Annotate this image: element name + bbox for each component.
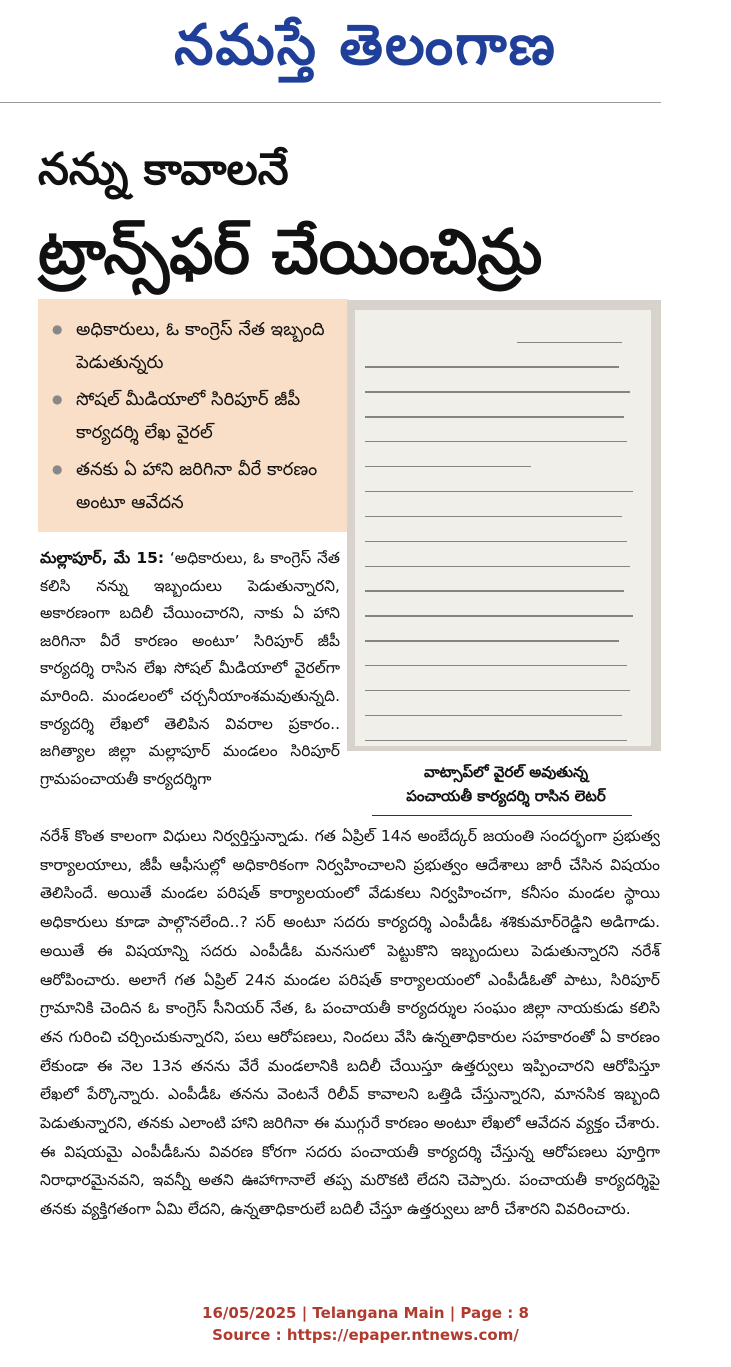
footer-source: Source : https://epaper.ntnews.com/ bbox=[212, 1326, 519, 1344]
handwriting-line bbox=[365, 366, 619, 367]
handwriting-line bbox=[365, 466, 531, 467]
handwriting-line bbox=[365, 391, 630, 392]
handwriting-line bbox=[365, 541, 627, 542]
highlight-item: ● సోషల్ మీడియాలో సిరిపూర్ జీపీ కార్యదర్శి లేఖ వైరల్ bbox=[52, 383, 338, 449]
caption-underline bbox=[372, 815, 632, 816]
handwriting-line bbox=[365, 416, 624, 417]
footer-edition-info: 16/05/2025 | Telangana Main | Page : 8 bbox=[202, 1304, 529, 1322]
handwriting-line bbox=[365, 640, 619, 641]
letter-photo bbox=[347, 300, 661, 751]
masthead-divider bbox=[0, 102, 661, 103]
handwritten-letter bbox=[355, 310, 651, 746]
article-column-text bbox=[40, 545, 340, 793]
headline-line-2: ట్రాన్స్‌ఫర్ చేయించిన్రు bbox=[38, 215, 543, 288]
highlight-item: ● తనకు ఏ హాని జరిగినా వీరే కారణం అంటూ ఆవేదన bbox=[52, 453, 338, 519]
page-footer bbox=[0, 1302, 731, 1346]
handwriting-line bbox=[365, 566, 630, 567]
handwriting-line bbox=[365, 715, 622, 716]
masthead-logo: నమస్తే తెలంగాణ bbox=[174, 13, 557, 78]
handwriting-line bbox=[365, 665, 627, 666]
article-body-text: నరేశ్ కొంత కాలంగా విధులు నిర్వర్తిస్తున్నాడు. గత ఏప్రిల్ 14న అంబేద్కర్ జయంతి సందర్భంగా ప్రభుత్వ కార్యాలయాలు, జీపీ ఆఫీసుల్లో అధికారికంగా నిర్వహించాలని ప్రభుత్వం ఆదేశాలు జారీ చేసిన విషయం తెలిసిందే. అయితే మండల పరిషత్ కార్యాలయంలో వేడుకలు నిర్వహించగా, కనీసం మండల స్థాయి అధికారులు కూడా పాల్గొనలేంది..? సర్ అంటూ సదరు కార్యదర్శి ఎంపీడీఓ శశికుమార్‌రెడ్డిని అడిగాడు. అయితే ఈ విషయాన్ని సదరు ఎంపీడీఓ మనసులో పెట్టుకొని ఇబ్బందులు పెడుతున్నారని నరేశ్ ఆరోపించారు. అలాగే గత ఏప్రిల్ 24న మండల పరిషత్ కార్యాలయంలో ఎంపీడీఓతో పాటు, సిరిపూర్ గ్రామానికి చెందిన ఓ కాంగ్రెస్ సీనియర్ నేత, ఓ పంచాయతీ కార్యదర్శుల సంఘం జిల్లా నాయకుడు కలిసి తన గురించి చర్చించుకున్నారని, పలు ఆరోపణలు, నిందలు వేసి ఉన్నతాధికారుల సహకారంతో ఏ కారణం లేకుండా ఈ నెల 13న తనను వేరే మండలానికి బదిలీ చేయిస్తూ ఉత్తర్వులు ఇప్పించారని ఆరోపిస్తూ లేఖలో పేర్కొన్నారు. ఎంపీడీఓ తనను వెంటనే రిలీవ్ కావాలని ఒత్తిడి చేస్తున్నారని, మానసిక ఇబ్బంది పెడుతున్నారని, తనకు ఎలాంటి హాని జరిగినా ఈ ముగ్గురే కారణం అంటూ లేఖలో ఆవేదన వ్యక్తం చేశారు. ఈ విషయమై ఎంపీడీఓను వివరణ కోరగా సదరు పంచాయతీ కార్యదర్శి చేస్తున్న ఆరోపణలు పూర్తిగా నిరాధారమైనవని, ఇవన్నీ అతని ఊహాగానాలే తప్ప మరొకటి లేదని చెప్పారు. పంచాయతీ కార్యదర్శిపై తనకు వ్యక్తిగతంగా ఏమి లేదని, ఉన్నతాధికారులే బదిలీ చేస్తూ ఉత్తర్వులు జారీ చేశారని వివరించారు. bbox=[40, 827, 660, 1219]
handwriting-line bbox=[365, 590, 624, 591]
highlight-item: ● అధికారులు, ఓ కాంగ్రెస్ నేత ఇబ్బంది పెడుతున్నరు bbox=[52, 313, 338, 379]
handwriting-line bbox=[365, 615, 633, 616]
handwriting-line bbox=[365, 516, 622, 517]
handwriting-line bbox=[365, 491, 633, 492]
handwriting-line bbox=[365, 740, 627, 741]
highlights-box bbox=[38, 299, 348, 532]
handwriting-line bbox=[517, 342, 622, 343]
headline-line-1: నన్ను కావాలనే bbox=[38, 144, 289, 195]
photo-caption-line-1: వాట్సాప్‌లో వైరల్ అవుతున్న bbox=[423, 763, 589, 781]
photo-caption-line-2: పంచాయతీ కార్యదర్శి రాసిన లెటర్ bbox=[406, 787, 606, 805]
article-dateline: మల్లాపూర్, మే 15: bbox=[40, 549, 165, 567]
handwriting-line bbox=[365, 690, 630, 691]
handwriting-line bbox=[365, 441, 627, 442]
photo-caption bbox=[376, 760, 636, 808]
article-column-body: ‘అధికారులు, ఓ కాంగ్రెస్ నేత కలిసి నన్ను ఇబ్బందులు పెడుతున్నారని, అకారణంగా బదిలీ చేయించారని, నాకు ఏ హాని జరిగినా వీరే కారణం అంటూ’ సిరిపూర్ జీపీ కార్యదర్శి రాసిన లేఖ సోషల్ మీడియాలో వైరల్‌గా మారింది. మండలంలో చర్చనీయాంశమవుతున్నది. కార్యదర్శి లేఖలో తెలిపిన వివరాల ప్రకారం.. జగిత్యాల జిల్లా మల్లాపూర్ మండలం సిరిపూర్ గ్రామపంచాయతీ కార్యదర్శిగా bbox=[40, 549, 340, 788]
